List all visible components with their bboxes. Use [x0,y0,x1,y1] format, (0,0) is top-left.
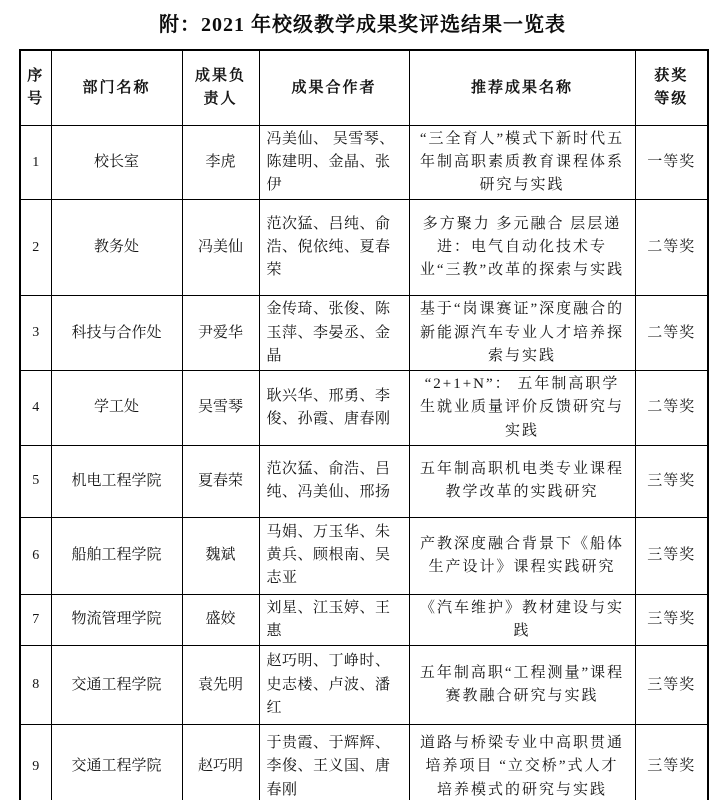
cell-leader: 李虎 [182,125,259,200]
cell-achievement: 五年制高职机电类专业课程教学改革的实践研究 [409,445,635,517]
cell-collaborators: 耿兴华、邢勇、李俊、孙霞、唐春刚 [259,371,409,446]
cell-achievement: 《汽车维护》教材建设与实践 [409,594,635,646]
cell-collaborators: 冯美仙、 吴雪琴、陈建明、金晶、张伊 [259,125,409,200]
table-row [20,371,708,446]
cell-achievement: “三全育人”模式下新时代五年制高职素质教育课程体系研究与实践 [409,125,635,200]
cell-leader: 盛姣 [182,594,259,646]
header-serial: 序号 [20,50,51,125]
cell-department: 教务处 [51,200,182,296]
cell-serial: 1 [20,125,51,200]
cell-achievement: 多方聚力 多元融合 层层递进：电气自动化技术专业“三教”改革的探索与实践 [409,200,635,296]
table-row [20,296,708,371]
cell-award: 三等奖 [635,517,708,594]
cell-award: 二等奖 [635,200,708,296]
cell-award: 二等奖 [635,371,708,446]
table-row [20,646,708,725]
cell-serial: 6 [20,517,51,594]
cell-serial: 7 [20,594,51,646]
cell-collaborators: 于贵霞、于辉辉、李俊、王义国、唐春刚 [259,725,409,800]
cell-serial: 3 [20,296,51,371]
table-row [20,517,708,594]
cell-serial: 2 [20,200,51,296]
cell-collaborators: 刘星、江玉婷、王惠 [259,594,409,646]
cell-department: 交通工程学院 [51,725,182,800]
cell-award: 三等奖 [635,725,708,800]
cell-collaborators: 范次猛、俞浩、吕纯、冯美仙、邢扬 [259,445,409,517]
table-header-row [20,50,708,125]
cell-award: 二等奖 [635,296,708,371]
cell-leader: 魏斌 [182,517,259,594]
cell-award: 三等奖 [635,594,708,646]
cell-leader: 冯美仙 [182,200,259,296]
cell-leader: 赵巧明 [182,725,259,800]
cell-achievement: 基于“岗课赛证”深度融合的新能源汽车专业人才培养探索与实践 [409,296,635,371]
header-leader: 成果负责人 [182,50,259,125]
cell-award: 三等奖 [635,646,708,725]
table-row [20,445,708,517]
page-title: 附：2021 年校级教学成果奖评选结果一览表 [159,14,566,36]
table-row [20,125,708,200]
cell-collaborators: 范次猛、吕纯、俞浩、倪依纯、夏春荣 [259,200,409,296]
cell-department: 校长室 [51,125,182,200]
table-row [20,200,708,296]
table-row [20,594,708,646]
cell-department: 交通工程学院 [51,646,182,725]
results-table [19,49,709,800]
cell-award: 三等奖 [635,445,708,517]
cell-department: 机电工程学院 [51,445,182,517]
cell-department: 物流管理学院 [51,594,182,646]
cell-serial: 5 [20,445,51,517]
cell-department: 科技与合作处 [51,296,182,371]
header-department: 部门名称 [51,50,182,125]
cell-achievement: 产教深度融合背景下《船体生产设计》课程实践研究 [409,517,635,594]
cell-collaborators: 赵巧明、丁峥时、史志楼、卢波、潘红 [259,646,409,725]
cell-achievement: 道路与桥梁专业中高职贯通培养项目 “立交桥”式人才培养模式的研究与实践 [409,725,635,800]
header-award: 获奖等级 [635,50,708,125]
cell-department: 学工处 [51,371,182,446]
table-row [20,725,708,800]
cell-serial: 9 [20,725,51,800]
header-achievement: 推荐成果名称 [409,50,635,125]
cell-leader: 尹爱华 [182,296,259,371]
cell-leader: 袁先明 [182,646,259,725]
cell-department: 船舶工程学院 [51,517,182,594]
cell-collaborators: 马娟、万玉华、朱黄兵、顾根南、吴志亚 [259,517,409,594]
cell-achievement: “2+1+N”： 五年制高职学生就业质量评价反馈研究与实践 [409,371,635,446]
cell-collaborators: 金传琦、张俊、陈玉萍、李晏丞、金晶 [259,296,409,371]
cell-achievement: 五年制高职“工程测量”课程赛教融合研究与实践 [409,646,635,725]
cell-serial: 4 [20,371,51,446]
cell-leader: 夏春荣 [182,445,259,517]
cell-leader: 吴雪琴 [182,371,259,446]
cell-award: 一等奖 [635,125,708,200]
cell-serial: 8 [20,646,51,725]
header-collaborators: 成果合作者 [259,50,409,125]
